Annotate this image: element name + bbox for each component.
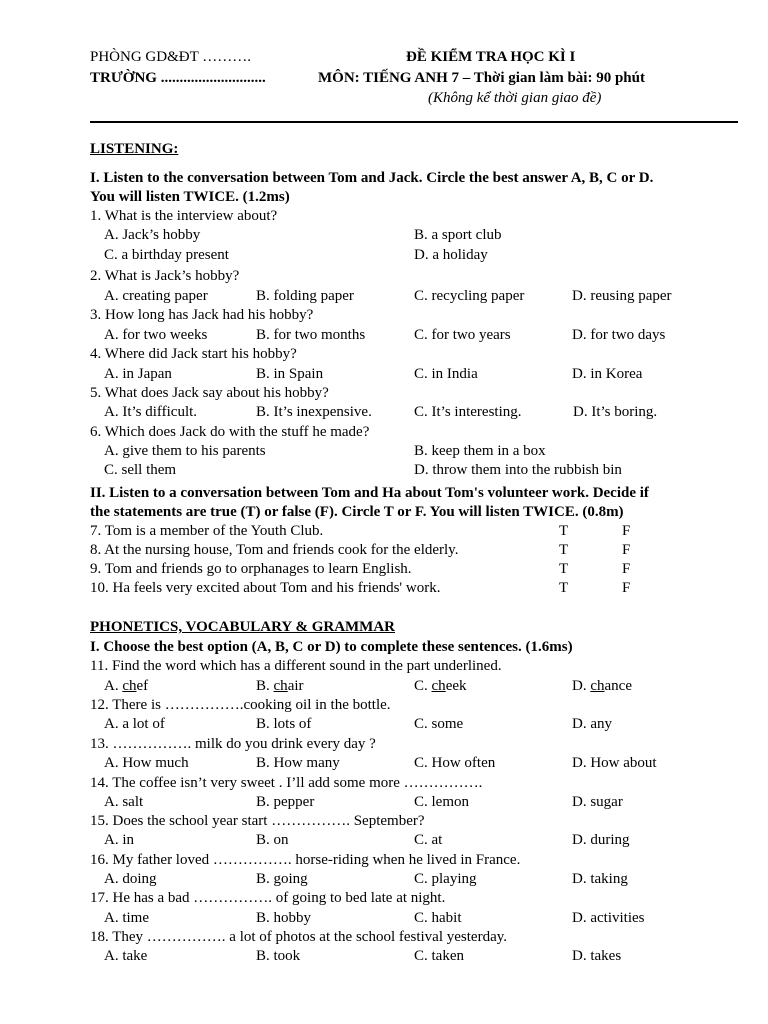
q12-option-d[interactable]: D. any	[572, 716, 612, 732]
phonetics-heading: PHONETICS, VOCABULARY & GRAMMAR	[90, 619, 396, 635]
q18-option-a[interactable]: A. take	[104, 948, 148, 964]
q4-option-d[interactable]: D. in Korea	[572, 366, 643, 382]
q1-option-a[interactable]: A. Jack’s hobby	[104, 227, 201, 243]
q16-option-c[interactable]: C. playing	[414, 871, 477, 887]
statement-8: 8. At the nursing house, Tom and friends cook for the elderly.	[90, 542, 459, 558]
question-2: 2. What is Jack’s hobby?	[90, 268, 240, 284]
q6-option-c[interactable]: C. sell them	[104, 462, 177, 478]
exam-title: ĐỀ KIỂM TRA HỌC KÌ I	[406, 49, 576, 65]
listening-part1-instruction: I. Listen to the conversation between Tom and Jack. Circle the best answer A, B, C or D.	[90, 170, 654, 186]
q13-option-b[interactable]: B. How many	[256, 755, 340, 771]
q1-option-d[interactable]: D. a holiday	[414, 247, 488, 263]
q18-option-d[interactable]: D. takes	[572, 948, 622, 964]
q16-option-a[interactable]: A. doing	[104, 871, 157, 887]
q7-false[interactable]: F	[622, 523, 631, 539]
listening-heading: LISTENING:	[90, 141, 179, 157]
exam-note: (Không kể thời gian giao đề)	[428, 90, 602, 106]
q13-option-c[interactable]: C. How often	[414, 755, 496, 771]
q1-option-b[interactable]: B. a sport club	[414, 227, 502, 243]
statement-7: 7. Tom is a member of the Youth Club.	[90, 523, 324, 539]
q11-c-rest: eek	[445, 678, 467, 694]
q4-option-b[interactable]: B. in Spain	[256, 366, 324, 382]
exam-subject: MÔN: TIẾNG ANH 7 – Thời gian làm bài: 90 phút	[318, 70, 645, 86]
q12-option-b[interactable]: B. lots of	[256, 716, 312, 732]
listening-part1-instruction-2: You will listen TWICE. (1.2ms)	[90, 189, 290, 205]
q8-false[interactable]: F	[622, 542, 631, 558]
q11-a-underlined: ch	[122, 678, 137, 694]
question-5: 5. What does Jack say about his hobby?	[90, 385, 329, 401]
q11-option-c[interactable]	[414, 677, 467, 696]
q16-option-b[interactable]: B. going	[256, 871, 308, 887]
question-14: 14. The coffee isn’t very sweet . I’ll add some more …………….	[90, 775, 483, 791]
question-11: 11. Find the word which has a different sound in the part underlined.	[90, 658, 502, 674]
q17-option-d[interactable]: D. activities	[572, 910, 645, 926]
q10-false[interactable]: F	[622, 580, 631, 596]
school-label: TRƯỜNG ............................	[90, 70, 266, 86]
q5-option-c[interactable]: C. It’s interesting.	[414, 404, 522, 420]
q15-option-a[interactable]: A. in	[104, 832, 134, 848]
q18-option-b[interactable]: B. took	[256, 948, 301, 964]
q6-option-a[interactable]: A. give them to his parents	[104, 443, 266, 459]
q11-option-b[interactable]	[256, 677, 304, 696]
q4-option-c[interactable]: C. in India	[414, 366, 478, 382]
q7-true[interactable]: T	[559, 523, 569, 539]
question-3: 3. How long has Jack had his hobby?	[90, 307, 314, 323]
q11-option-a[interactable]	[104, 677, 148, 696]
q17-option-c[interactable]: C. habit	[414, 910, 462, 926]
question-15: 15. Does the school year start ……………. September?	[90, 813, 425, 829]
header-divider	[90, 121, 738, 123]
q15-option-b[interactable]: B. on	[256, 832, 289, 848]
q10-true[interactable]: T	[559, 580, 569, 596]
q17-option-b[interactable]: B. hobby	[256, 910, 312, 926]
dept-label: PHÒNG GD&ĐT ……….	[90, 49, 251, 65]
q12-option-c[interactable]: C. some	[414, 716, 464, 732]
q3-option-b[interactable]: B. for two months	[256, 327, 366, 343]
q5-option-a[interactable]: A. It’s difficult.	[104, 404, 198, 420]
question-1: 1. What is the interview about?	[90, 208, 278, 224]
q17-option-a[interactable]: A. time	[104, 910, 149, 926]
q11-c-underlined: ch	[431, 678, 446, 694]
listening-part2-instruction: II. Listen to a conversation between Tom and Ha about Tom's volunteer work. Decide if	[90, 485, 649, 501]
q2-option-a[interactable]: A. creating paper	[104, 288, 208, 304]
q2-option-d[interactable]: D. reusing paper	[572, 288, 672, 304]
question-12: 12. There is …………….cooking oil in the bottle.	[90, 697, 391, 713]
question-6: 6. Which does Jack do with the stuff he made?	[90, 424, 370, 440]
q11-a-letter: A.	[104, 678, 123, 694]
statement-10: 10. Ha feels very excited about Tom and his friends' work.	[90, 580, 441, 596]
q5-option-d[interactable]: D. It’s boring.	[573, 404, 658, 420]
q14-option-b[interactable]: B. pepper	[256, 794, 315, 810]
q13-option-a[interactable]: A. How much	[104, 755, 189, 771]
question-13: 13. ……………. milk do you drink every day ?	[90, 736, 376, 752]
q14-option-c[interactable]: C. lemon	[414, 794, 469, 810]
q11-option-d[interactable]	[572, 677, 632, 696]
q11-b-underlined: ch	[273, 678, 288, 694]
q12-option-a[interactable]: A. a lot of	[104, 716, 165, 732]
question-18: 18. They ……………. a lot of photos at the school festival yesterday.	[90, 929, 508, 945]
q2-option-b[interactable]: B. folding paper	[256, 288, 354, 304]
q15-option-d[interactable]: D. during	[572, 832, 630, 848]
q18-option-c[interactable]: C. taken	[414, 948, 464, 964]
q9-false[interactable]: F	[622, 561, 631, 577]
q9-true[interactable]: T	[559, 561, 569, 577]
q11-d-underlined: ch	[590, 678, 605, 694]
q4-option-a[interactable]: A. in Japan	[104, 366, 172, 382]
q11-b-rest: air	[287, 678, 304, 694]
q11-b-letter: B.	[256, 678, 274, 694]
q3-option-c[interactable]: C. for two years	[414, 327, 511, 343]
q8-true[interactable]: T	[559, 542, 569, 558]
q15-option-c[interactable]: C. at	[414, 832, 443, 848]
q11-d-letter: D.	[572, 678, 591, 694]
phonetics-part1-instruction: I. Choose the best option (A, B, C or D) to complete these sentences. (1.6ms)	[90, 639, 573, 655]
q11-a-rest: ef	[136, 678, 149, 694]
q14-option-a[interactable]: A. salt	[104, 794, 144, 810]
listening-part2-instruction-2: the statements are true (T) or false (F). Circle T or F. You will listen TWICE. (0.8m)	[90, 504, 624, 520]
statement-9: 9. Tom and friends go to orphanages to learn English.	[90, 561, 412, 577]
q6-option-d[interactable]: D. throw them into the rubbish bin	[414, 462, 622, 478]
question-16: 16. My father loved ……………. horse-riding when he lived in France.	[90, 852, 521, 868]
question-4: 4. Where did Jack start his hobby?	[90, 346, 297, 362]
q1-option-c[interactable]: C. a birthday present	[104, 247, 229, 263]
q14-option-d[interactable]: D. sugar	[572, 794, 623, 810]
q11-c-letter: C.	[414, 678, 432, 694]
q16-option-d[interactable]: D. taking	[572, 871, 628, 887]
q2-option-c[interactable]: C. recycling paper	[414, 288, 525, 304]
q11-d-rest: ance	[604, 678, 632, 694]
q13-option-d[interactable]: D. How about	[572, 755, 657, 771]
question-17: 17. He has a bad ……………. of going to bed late at night.	[90, 890, 446, 906]
q6-option-b[interactable]: B. keep them in a box	[414, 443, 546, 459]
q5-option-b[interactable]: B. It’s inexpensive.	[256, 404, 372, 420]
q3-option-a[interactable]: A. for two weeks	[104, 327, 208, 343]
q3-option-d[interactable]: D. for two days	[572, 327, 666, 343]
